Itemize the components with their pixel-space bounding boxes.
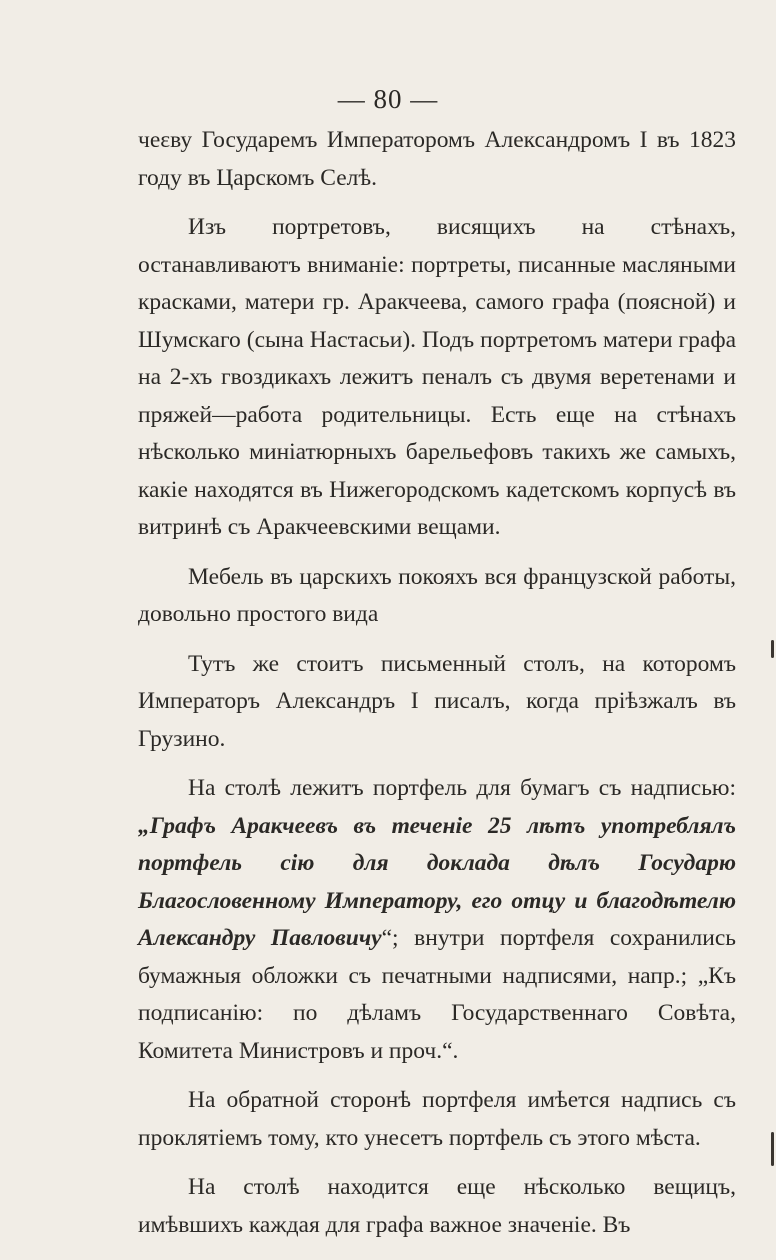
- page-number: — 80 —: [337, 84, 439, 114]
- paragraph-furniture: Мебель въ царскихъ покояхъ вся французской работы, довольно простого вида: [138, 563, 736, 627]
- page-edge-mark: [771, 640, 774, 658]
- portfolio-inscription: „Графъ Аракчеевъ въ теченіе 25 лѣтъ употреблялъ портфель сію для доклада дѣлъ Государю Благословенному Императору, его отцу и благодѣтелю Александру Павловичу: [138, 812, 736, 951]
- paragraph-portfolio: [138, 770, 736, 1070]
- paragraph-items: На столѣ находится еще нѣсколько вещицъ, имѣвшихъ каждая для графа важное значеніе. Въ: [138, 1174, 736, 1238]
- paragraph-curse-inscription: На обратной сторонѣ портфеля имѣется надпись съ проклятіемъ тому, кто унесетъ портфель съ этого мѣста.: [138, 1087, 736, 1151]
- paragraph-continuation: чеεву Государемъ Императоромъ Александромъ I въ 1823 году въ Царскомъ Селѣ.: [138, 127, 736, 191]
- portfolio-text-before: На столѣ лежитъ портфель для бумагъ съ надписью:: [188, 775, 736, 801]
- paragraph-portraits: Изъ портретовъ, висящихъ на стѣнахъ, останавливаютъ вниманіе: портреты, писанные масляными красками, матери гр. Аракчеева, самого графа (поясной) и Шумскаго (сына Настасьи). Подъ портретомъ матери графа на 2-хъ гвоздикахъ лежитъ пеналъ съ двумя веретенами и пряжей—работа родительницы. Есть еще на стѣнахъ нѣсколько миніатюрныхъ барельефовъ такихъ же самыхъ, какіе находятся въ Нижегородскомъ кадетскомъ корпусѣ въ витринѣ съ Аракчеевскими вещами.: [138, 214, 736, 540]
- paragraph-desk: Тутъ же стоитъ письменный столъ, на которомъ Императоръ Александръ I писалъ, когда пріѣзжалъ въ Грузино.: [138, 650, 736, 752]
- portfolio-text-after: “; внутри портфеля сохранились бумажныя обложки съ печатными надписями, напр.; „Къ подписанію: по дѣламъ Государственнаго Совѣта, Комитета Министровъ и проч.“.: [138, 925, 736, 1064]
- page-edge-mark: [771, 1132, 774, 1166]
- body-text: [138, 122, 736, 1244]
